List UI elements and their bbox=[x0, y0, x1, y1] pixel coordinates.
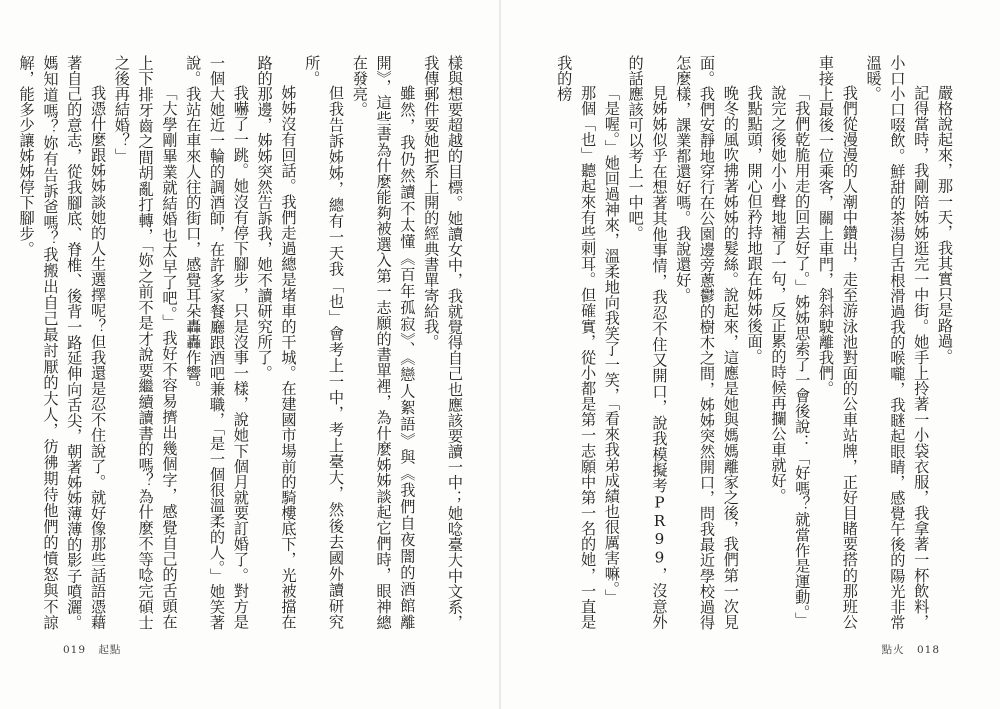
right-page-footer bbox=[882, 642, 940, 657]
paragraph: 「我們乾脆用走的回去好了。」姊姊思索了一會後說：「好嗎？就當作是運動。」 bbox=[793, 85, 812, 629]
page-number: 018 bbox=[916, 644, 940, 656]
paragraph: 嚴格說起來，那一天，我其實只是路過。 bbox=[936, 85, 954, 365]
paragraph: 樣與想要超越的目標。她讀女中，我就覺得自己也應該要讀一中；她唸臺大中文系，我傳郵件要她把系上開的經典書單寄給我。 bbox=[422, 55, 464, 630]
paragraph: 晚冬的風吹拂著姊姊的髮絲。說起來，這應是她與媽媽離家之後，我們第一次見面。我們安靜地穿行在公園邊旁蔥鬱的樹木之間，姊姊突然開口，問我最近學校過得怎麼樣，課業都還好嗎。我說還好。 bbox=[674, 55, 740, 630]
paragraph: 「大學剛畢業就結婚也太早了吧。」我好不容易擠出幾個字，感覺自己的舌頭在上下排牙齒之間胡亂打轉，「妳之前不是才說要繼續讀書的嗎？為什麼不等唸完碩士之後再結婚？」 bbox=[112, 55, 179, 630]
paragraph: 但我告訴姊姊，總有一天我「也」會考上一中，考上臺大，然後去國外讀研究所。 bbox=[303, 55, 346, 630]
left-page-footer bbox=[63, 642, 121, 657]
paragraph: 我們從漫漫的人潮中鑽出，走至游泳池對面的公車站牌，正好目睹要搭的那班公車接上最後一位乘客，關上車門，斜斜駛離我們。 bbox=[817, 55, 859, 630]
running-head: 起點 bbox=[98, 644, 122, 656]
right-page-text bbox=[536, 55, 956, 630]
page-number: 019 bbox=[63, 644, 87, 656]
running-head: 點火 bbox=[881, 644, 905, 656]
paragraph: 我憑什麼跟姊姊談她的人生選擇呢？但我還是忍不住說了。就好像那些話語憑藉著自己的意志，從我腳底、脊椎、後背一路延伸向舌尖，朝著姊姊薄薄的影子噴灑。媽知道嗎？妳有告訴爸嗎？我搬出自己最討厭的大人，彷彿期待他們的憤怒與不諒解，能多少讓姊姊停下腳步。 bbox=[17, 55, 108, 630]
left-page-text bbox=[17, 55, 466, 630]
paragraph: 我點點頭，開心但矜持地跟在姊姊後面。 bbox=[745, 85, 764, 365]
book-gutter bbox=[499, 0, 501, 709]
paragraph: 「是喔。」她回過神來，溫柔地向我笑了一笑，「看來我弟成績也很厲害嘛。」 bbox=[602, 85, 621, 606]
paragraph: 雖然，我仍然讀不太懂《百年孤寂》、《戀人絮語》與《我們自夜闇的酒館離開》，這些書為什麼能夠被選入第一志願的書單裡，為什麼姊姊談起它們時，眼神總在發亮。 bbox=[350, 55, 417, 630]
paragraph: 記得當時，我剛陪姊姊逛完一中街。她手上拎著一小袋衣服，我拿著一杯飲料，小口小口啜飲。鮮甜的茶湯自舌根滑過我的喉嚨，我瞇起眼睛，感覺午後的陽光非常溫暖。 bbox=[864, 55, 931, 630]
left-page bbox=[0, 0, 499, 709]
right-page bbox=[501, 0, 1000, 709]
paragraph: 那個「也」聽起來有些刺耳。但確實，從小都是第一志願中第一名的她，一直是我的榜 bbox=[555, 55, 598, 630]
paragraph: 見姊姊似乎在想著其他事情，我忍不住又開口，說我模擬考PR99，沒意外的話應該可以考上一中吧。 bbox=[626, 55, 669, 630]
paragraph: 說完之後她小小聲地補了一句，反正累的時候再攔公車就好。 bbox=[769, 85, 788, 504]
paragraph: 姊姊沒有回話。我們走過總是堵車的干城。在建國市場前的騎樓底下，光被擋在路的那邊，姊姊突然告訴我，她不讀研究所了。 bbox=[255, 55, 298, 630]
paragraph: 我嚇了一跳。她沒有停下腳步，只是沒事一樣，說她下個月就要訂婚了。對方是一個大她近一輪的調酒師，在許多家餐廳跟酒吧兼職，「是一個很溫柔的人。」她笑著說。我站在車來人往的街口，感覺耳朵轟轟作響。 bbox=[184, 55, 250, 630]
